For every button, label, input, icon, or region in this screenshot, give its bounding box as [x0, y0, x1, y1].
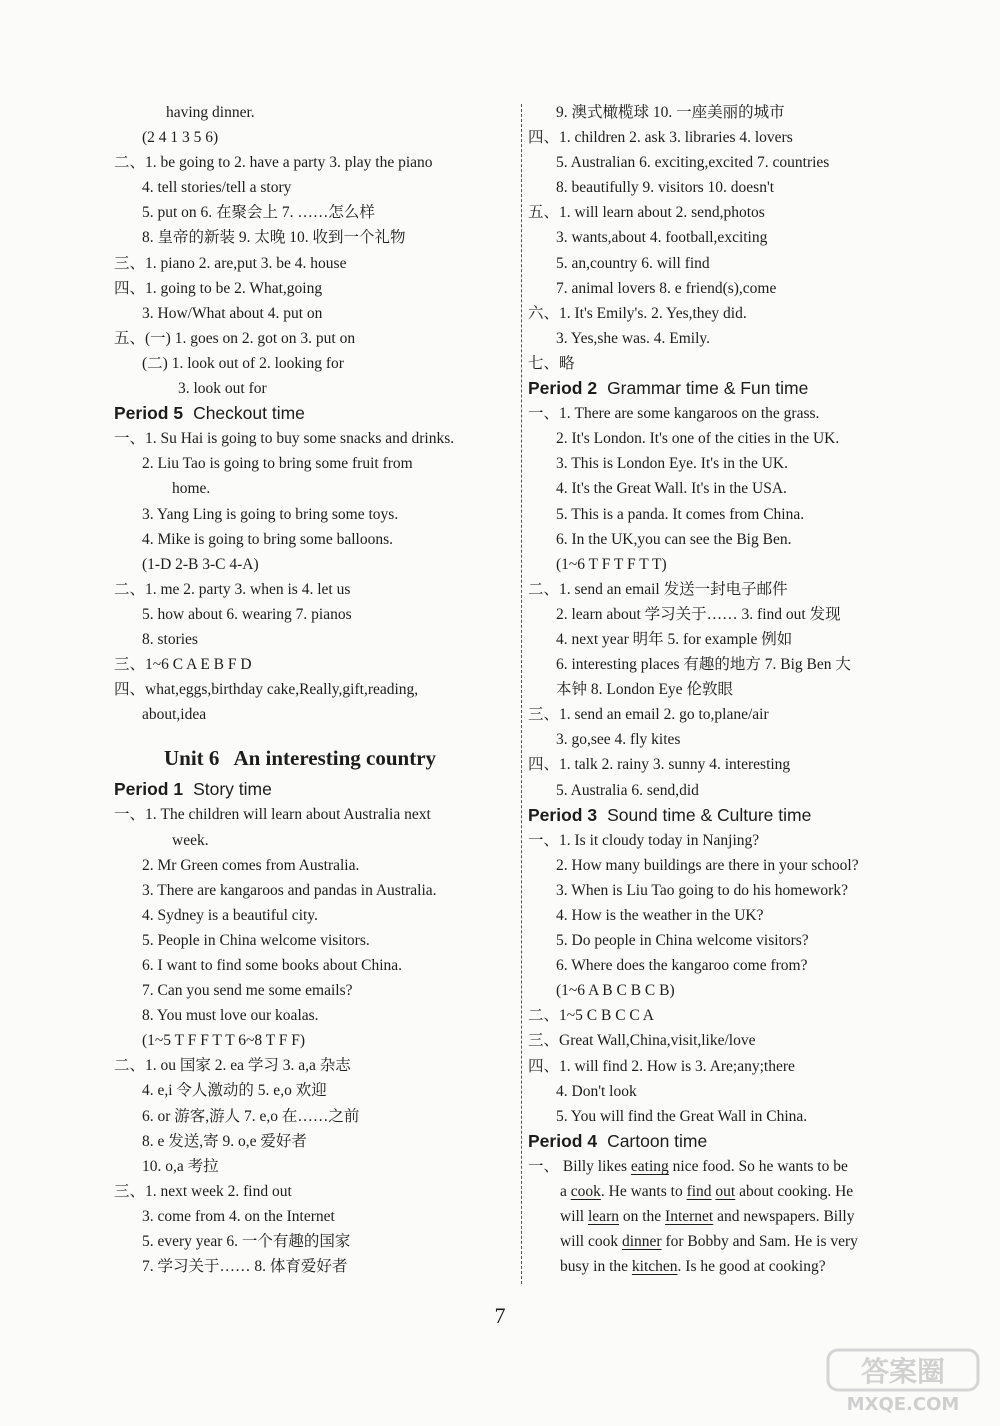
answer-line: 二、1. me 2. party 3. when is 4. let us [114, 580, 351, 598]
heading-title: Story time [193, 779, 272, 800]
answer-line: 七、略 [528, 354, 575, 372]
cloze-blank-answer: cook [570, 1183, 601, 1201]
answer-line: 7. Can you send me some emails? [142, 982, 353, 1000]
answer-line: 6. Where does the kangaroo come from? [556, 957, 808, 975]
cloze-blank-answer: dinner [622, 1233, 662, 1251]
cloze-blank-answer: kitchen [631, 1258, 678, 1276]
answer-line: home. [172, 480, 211, 498]
answer-line: 10. o,a 考拉 [142, 1157, 219, 1175]
answer-line: 6. I want to find some books about China. [142, 957, 403, 974]
answer-line: 二、1. ou 国家 2. ea 学习 3. a,a 杂志 [114, 1057, 351, 1075]
left-answer-column [114, 100, 514, 1279]
heading-title: Cartoon time [607, 1130, 708, 1151]
answer-line: 5. put on 6. 在聚会上 7. ……怎么样 [142, 204, 375, 222]
answer-line: 一、1. The children will learn about Australia next [114, 806, 431, 824]
answer-line: 5. Do people in China welcome visitors? [556, 932, 809, 950]
cloze-line [528, 1254, 933, 1279]
cloze-text: will [560, 1208, 588, 1226]
answer-line: 二、1. be going to 2. have a party 3. play the piano [114, 154, 433, 172]
cloze-blank-answer: Internet [665, 1208, 714, 1226]
answer-line: 5. Australian 6. exciting,excited 7. countries [556, 154, 830, 172]
heading-label: Period 5 [114, 403, 184, 424]
column-divider [521, 104, 522, 1284]
answer-line: 4. It's the Great Wall. It's in the USA. [556, 480, 787, 498]
answer-line: 8. beautifully 9. visitors 10. doesn't [556, 179, 775, 197]
answer-line: 三、1. next week 2. find out [114, 1182, 292, 1200]
period-heading [114, 777, 514, 802]
answer-line: 三、1. piano 2. are,put 3. be 4. house [114, 254, 347, 272]
answer-line: 8. 皇帝的新装 9. 太晚 10. 收到一个礼物 [142, 229, 406, 247]
cloze-text: . He wants to [600, 1183, 687, 1201]
answer-line: (1~6 A B C B C B) [556, 982, 675, 1000]
answer-line: (1-D 2-B 3-C 4-A) [142, 555, 259, 573]
period-heading [528, 1129, 933, 1154]
answer-line: 4. e,i 令人激动的 5. e,o 欢迎 [142, 1082, 327, 1100]
answer-line: 8. e 发送,寄 9. o,e 爱好者 [142, 1132, 307, 1150]
unit-label: Unit 6 [164, 746, 220, 771]
answer-line: 一、1. There are some kangaroos on the grass. [528, 405, 820, 423]
answer-line: 一、1. Is it cloudy today in Nanjing? [528, 831, 760, 849]
answer-line: 3. Yang Ling is going to bring some toys. [142, 505, 399, 523]
cloze-text: nice food. So he wants to be [668, 1157, 848, 1175]
heading-label: Period 4 [528, 1130, 598, 1151]
answer-line: 2. How many buildings are there in your school? [556, 856, 859, 874]
answer-line: 5. an,country 6. will find [556, 254, 710, 272]
answer-line: 3. Yes,she was. 4. Emily. [556, 329, 711, 347]
answer-line: 3. wants,about 4. football,exciting [556, 229, 768, 247]
answer-line: 四、1. will find 2. How is 3. Are;any;there [528, 1057, 795, 1075]
answer-line: 5. People in China welcome visitors. [142, 931, 370, 949]
answer-line: 四、1. talk 2. rainy 3. sunny 4. interesting [528, 756, 791, 774]
cloze-text: a [560, 1183, 571, 1201]
answer-line: 四、1. children 2. ask 3. libraries 4. lovers [528, 129, 793, 147]
cloze-text: for Bobby and Sam. He is very [661, 1233, 858, 1251]
answer-line: 五、1. will learn about 2. send,photos [528, 204, 765, 222]
answer-line: 3. go,see 4. fly kites [556, 731, 681, 749]
answer-line: 一、1. Su Hai is going to buy some snacks and drinks. [114, 430, 455, 448]
answer-line: 9. 澳式橄榄球 10. 一座美丽的城市 [556, 104, 785, 121]
right-answer-column [528, 100, 933, 1279]
period-heading [528, 803, 933, 828]
answer-line: 4. next year 明年 5. for example 例如 [556, 630, 793, 648]
answer-line: 8. You must love our koalas. [142, 1007, 319, 1025]
cloze-text: on the [618, 1208, 666, 1226]
answer-line: 3. How/What about 4. put on [142, 304, 323, 322]
answer-line: 2. Mr Green comes from Australia. [142, 856, 360, 874]
cloze-text: . Is he good at cooking? [677, 1258, 826, 1276]
answer-line: (1~6 T F T F T T) [556, 555, 667, 573]
answer-line: 4. Sydney is a beautiful city. [142, 906, 318, 924]
page-number: 7 [494, 1303, 506, 1328]
answer-line: 3. come from 4. on the Internet [142, 1207, 335, 1225]
cloze-blank-answer: out [715, 1183, 736, 1201]
answer-line: (二) 1. look out of 2. looking for [142, 354, 344, 372]
period-heading [528, 376, 933, 401]
answer-line: 4. How is the weather in the UK? [556, 907, 764, 924]
cloze-text: about cooking. He [735, 1183, 854, 1201]
svg-text:MXQE.COM: MXQE.COM [846, 1394, 960, 1415]
unit-heading [114, 727, 514, 777]
answer-line: 4. tell stories/tell a story [142, 179, 292, 197]
watermark-logo [826, 1346, 986, 1416]
answer-line: 二、1~5 C B C C A [528, 1007, 654, 1025]
cloze-blank-answer: eating [630, 1157, 669, 1175]
answer-line: 五、(一) 1. goes on 2. got on 3. put on [114, 329, 356, 347]
answer-line: 三、1~6 C A E B F D [114, 656, 252, 674]
cloze-line [528, 1204, 933, 1229]
answer-line: about,idea [142, 706, 207, 724]
unit-title: An interesting country [233, 746, 437, 771]
answer-line: 6. or 游客,游人 7. e,o 在……之前 [142, 1107, 360, 1125]
answer-line: 5. Australia 6. send,did [556, 781, 699, 799]
heading-title: Checkout time [193, 403, 305, 424]
cloze-blank-answer: learn [588, 1208, 619, 1226]
cloze-text: will cook [560, 1233, 622, 1251]
answer-line: 四、what,eggs,birthday cake,Really,gift,reading, [114, 681, 419, 699]
answer-line: (1~5 T F F T T 6~8 T F F) [142, 1032, 306, 1050]
answer-line: 5. every year 6. 一个有趣的国家 [142, 1233, 351, 1251]
answer-line: 3. look out for [178, 380, 267, 398]
answer-line: (2 4 1 3 5 6) [142, 129, 219, 147]
answer-line: 3. This is London Eye. It's in the UK. [556, 455, 788, 473]
answer-line: week. [172, 831, 209, 849]
answer-line: 3. When is Liu Tao going to do his homework? [556, 881, 848, 899]
answer-line: 六、1. It's Emily's. 2. Yes,they did. [528, 304, 747, 322]
heading-title: Grammar time & Fun time [607, 378, 809, 399]
answer-line: 三、Great Wall,China,visit,like/love [528, 1032, 756, 1050]
answer-line: 三、1. send an email 2. go to,plane/air [528, 706, 769, 724]
answer-line: 二、1. send an email 发送一封电子邮件 [528, 580, 788, 598]
heading-title: Sound time & Culture time [607, 804, 812, 825]
answer-line: 2. Liu Tao is going to bring some fruit from [142, 455, 413, 473]
cloze-line [528, 1229, 933, 1254]
answer-line: 2. learn about 学习关于…… 3. find out 发现 [556, 605, 841, 623]
answer-line: 4. Don't look [556, 1082, 637, 1100]
cloze-line [528, 1179, 933, 1204]
cloze-text: 一、 Billy likes [528, 1157, 631, 1175]
answer-line: 四、1. going to be 2. What,going [114, 279, 323, 297]
answer-line: 7. 学习关于…… 8. 体育爱好者 [142, 1258, 348, 1276]
answer-line: 8. stories [142, 630, 198, 648]
cloze-text: and newspapers. Billy [713, 1208, 855, 1226]
answer-line: 6. interesting places 有趣的地方 7. Big Ben 大 [556, 656, 851, 674]
heading-label: Period 2 [528, 378, 598, 399]
cloze-line [528, 1154, 933, 1179]
period-heading [114, 401, 514, 426]
svg-text:答案圈: 答案圈 [860, 1355, 946, 1388]
answer-line: 6. In the UK,you can see the Big Ben. [556, 530, 792, 548]
answer-line: having dinner. [166, 104, 255, 121]
answer-line: 3. There are kangaroos and pandas in Australia. [142, 881, 437, 899]
cloze-text: busy in the [560, 1258, 632, 1276]
heading-label: Period 1 [114, 779, 184, 800]
answer-line: 2. It's London. It's one of the cities in the UK. [556, 430, 840, 448]
answer-line: 5. This is a panda. It comes from China. [556, 505, 805, 523]
heading-label: Period 3 [528, 804, 598, 825]
answer-line: 7. animal lovers 8. e friend(s),come [556, 279, 777, 297]
cloze-blank-answer: find [686, 1183, 712, 1201]
answer-line: 本钟 8. London Eye 伦敦眼 [556, 681, 733, 699]
answer-line: 4. Mike is going to bring some balloons. [142, 530, 394, 548]
answer-line: 5. You will find the Great Wall in China. [556, 1107, 808, 1125]
answer-line: 5. how about 6. wearing 7. pianos [142, 605, 352, 623]
